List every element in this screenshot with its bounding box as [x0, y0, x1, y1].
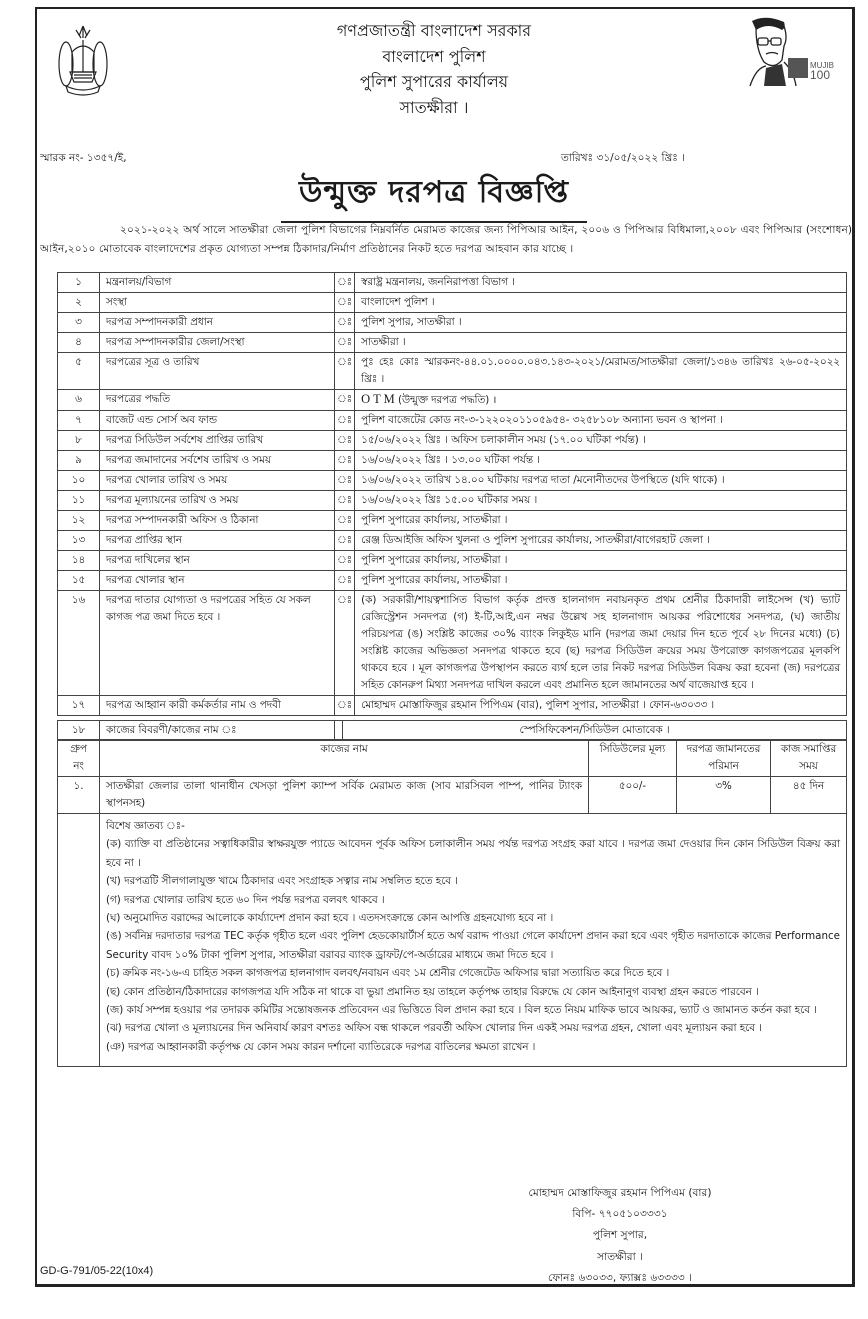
row-colon: ঃ	[335, 531, 355, 551]
info-row	[58, 551, 847, 571]
row-value: বাংলাদেশ পুলিশ ।	[355, 293, 847, 313]
header-group-no: গ্রুপ নং	[58, 740, 100, 777]
row-colon: ঃ	[335, 471, 355, 491]
row-value: ১৬/০৬/২০২২ খ্রিঃ । ১৩.০০ ঘটিকা পর্যন্ত ।	[355, 451, 847, 471]
info-row	[58, 591, 847, 696]
info-row	[58, 313, 847, 333]
notes-list	[106, 835, 840, 1056]
info-row	[58, 451, 847, 471]
row-number: ৩	[58, 313, 100, 333]
row-number: ১৪	[58, 551, 100, 571]
row-number: ১৫	[58, 571, 100, 591]
government-name: গণপ্রজাতন্ত্রী বাংলাদেশ সরকার	[336, 21, 532, 40]
row-label: দরপত্র প্রাপ্তির স্থান	[100, 531, 335, 551]
document-code: GD-G-791/05-22(10x4)	[40, 1265, 154, 1277]
work-table	[57, 720, 847, 741]
department-name: বাংলাদেশ পুলিশ	[382, 46, 486, 66]
signatory-contact: ফোনঃ ৬৩০৩৩, ফ্যাক্সঃ ৬৩৩৩৩ ।	[548, 1271, 692, 1284]
header-schedule-price: সিডিউলের মূল্য	[589, 740, 677, 777]
row-colon: ঃ	[335, 273, 355, 293]
row-value: পুঃ হেঃ কোঃ স্মারকনং-৪৪.০১.০০০০.০৪৩.১৪৩-২০২১/মেরামত/সাতক্ষীরা জেলা/১৩৪৬ তারিখঃ ২৬-০৫-২০২২ খ্রিঃ ।	[355, 353, 847, 390]
info-row	[58, 571, 847, 591]
header-work-name: কাজের নাম	[100, 740, 589, 777]
row-value	[355, 390, 847, 411]
signature-block	[470, 1183, 770, 1289]
row-colon: ঃ	[335, 411, 355, 431]
row-label: দরপত্রের পদ্ধতি	[100, 390, 335, 411]
row-number: ১৭	[58, 696, 100, 716]
row-colon: ঃ	[335, 571, 355, 591]
note-item: (খ) দরপত্রটি সীলগালাযুক্ত খামে ঠিকাদার এবং সংগ্রাহক সত্বার নাম সম্বলিত হতে হবে ।	[106, 875, 458, 888]
row-value: ১৬/০৬/২০২২ তারিখ ১৪.০০ ঘটিকায় দরপত্র দাতা /মনোনীতদের উপস্থিতে (যদি থাকে) ।	[355, 471, 847, 491]
row-colon: ঃ	[335, 511, 355, 531]
row-colon: ঃ	[335, 591, 355, 696]
notes-row	[58, 814, 847, 1067]
tender-info-table	[57, 272, 847, 716]
row-number: ১২	[58, 511, 100, 531]
note-item: (ক) ব্যাক্তি বা প্রতিষ্ঠানের সত্বাধিকারীর স্বাক্ষরযুক্ত প্যাডে আবেদন পূর্বক অফিস চলাকালীন সময় পর্যন্ত দরপত্র সংগ্রহ করা যাবে । দরপত্র জমা দেওয়ার দিন কোন সিডিউল বিক্রয় করা হবে না ।	[106, 838, 840, 869]
row-value: সাতক্ষীরা ।	[355, 333, 847, 353]
row-colon: ঃ	[335, 551, 355, 571]
info-row	[58, 531, 847, 551]
row-number: ১৩	[58, 531, 100, 551]
row-value: পুলিশ সুপারের কার্যালয়, সাতক্ষীরা ।	[355, 511, 847, 531]
row-colon: ঃ	[335, 390, 355, 411]
row-value: পুলিশ বাজেটের কোড নং-৩-১২২০২০১১০৫৯৫৪- ৩২৫৮১০৮ অন্যান্য ভবন ও স্থাপনা ।	[355, 411, 847, 431]
header-completion-time: কাজ সমাপ্তির সময়	[771, 740, 847, 777]
memo-number: স্মারক নং- ১৩৫৭/ই,	[40, 152, 127, 164]
work-row	[58, 777, 847, 814]
row-number: ২	[58, 293, 100, 313]
row-number: ১৮	[58, 721, 100, 741]
row-label: মন্ত্রনালয়/বিভাগ	[100, 273, 335, 293]
row-number: ৭	[58, 411, 100, 431]
row-label: দরপত্র খোলার তারিখ ও সময়	[100, 471, 335, 491]
signatory-location: সাতক্ষীরা ।	[597, 1250, 643, 1263]
work-header-row	[58, 740, 847, 777]
note-item: (ছ) কোন প্রতিষ্ঠান/ঠিকাদারের কাগজপত্র যদি সঠিক না থাকে বা ভুয়া প্রমানিত হয় তাহলে কর্তৃপক্ষ তাহার বিরুদ্ধে যে কোন আইনানুগ ব্যবস্থা গ্রহন করতে পারবেন ।	[106, 985, 759, 998]
info-row	[58, 491, 847, 511]
note-item: (ঞ) দরপত্র আহ্বানকারী কর্তৃপক্ষ যে কোন সময় কারন দর্শানো ব্যাতিরেকে দরপত্র বাতিলের ক্ষমতা রাখেন ।	[106, 1040, 536, 1053]
info-row	[58, 431, 847, 451]
note-item: (জ) কার্য সম্পন্ন হওয়ার পর তদারক কমিটির সন্তোষজনক প্রতিবেদন এর ভিত্তিতে বিল প্রদান করা হবে । বিল হতে নিয়ম মাফিক ভাবে আয়কর, ভ্যাট ও জামানত কর্তন করা হবে ।	[106, 1004, 817, 1017]
info-row	[58, 353, 847, 390]
row-value: মোহাম্মদ মোস্তাফিজুর রহমান পিপিএম (বার), পুলিশ সুপার, সাতক্ষীরা । ফোন-৬৩০৩৩ ।	[355, 696, 847, 716]
row-colon: ঃ	[335, 353, 355, 390]
info-row	[58, 471, 847, 491]
note-item: (চ) ক্রমিক নং-১৬-এ চাহিত সকল কাগজপত্র হালনাগাদ বলবৎ/নবায়ন এবং ১ম শ্রেনীর গেজেটেড অফিসার দ্বারা সত্যায়িত করে দিতে হবে ।	[106, 967, 670, 980]
row-number: ৬	[58, 390, 100, 411]
work-completion-time: ৪৫ দিন	[771, 777, 847, 814]
row-colon: ঃ	[335, 293, 355, 313]
work-schedule-price: ৫০০/-	[589, 777, 677, 814]
row-number: ৮	[58, 431, 100, 451]
letterhead	[0, 18, 868, 120]
note-item: (গ) দরপত্র খোলার তারিখ হতে ৬০ দিন পর্যন্ত দরপত্র বলবৎ থাকবে ।	[106, 893, 385, 906]
work-items-table	[57, 739, 847, 1067]
row-value: পুলিশ সুপারের কার্যালয়, সাতক্ষীরা ।	[355, 551, 847, 571]
row-number: ৯	[58, 451, 100, 471]
row-colon: ঃ	[335, 491, 355, 511]
row-label: বাজেট এন্ড সোর্স অব ফান্ড	[100, 411, 335, 431]
info-row	[58, 273, 847, 293]
row-label: দরপত্র খোলার স্থান	[100, 571, 335, 591]
row-value: স্পেসিফিকেশন/সিডিউল মোতাবেক ।	[343, 721, 847, 741]
work-security-amount: ৩%	[677, 777, 771, 814]
note-item: (ঙ) সর্বনিম্ন দরদাতার দরপত্র TEC কর্তৃক গৃহীত হলে এবং পুলিশ হেডকোয়ার্টার্স হতে অর্থ বরাদ্দ পাওয়া গেলে কার্যাদেশ প্রদান করা হবে এবং গৃহীত দরদাতাকে কাজের Performance Security বাবদ ১০% টাকা পুলিশ সুপার, সাতক্ষীরা বরাবর ব্যাংক ড্রাফট/পে-অর্ডারের মাধ্যমে জমা দিতে হবে ।	[106, 930, 840, 961]
info-row	[58, 411, 847, 431]
row-label: সংস্থা	[100, 293, 335, 313]
notice-title-wrapper	[0, 168, 868, 223]
info-row	[58, 696, 847, 716]
row-colon: ঃ	[335, 333, 355, 353]
row-value: পুলিশ সুপার, সাতক্ষীরা ।	[355, 313, 847, 333]
svg-text:100: 100	[810, 68, 831, 82]
row-label: দরপত্র সম্পাদনকারী অফিস ও ঠিকানা	[100, 511, 335, 531]
note-item: (ঝ) দরপত্র খোলা ও মূল্যায়নের দিন অনিবার্য কারণ বশতঃ অফিস বন্ধ থাকলে পরবর্তী অফিস খোলার দিন একই সময় দরপত্র গ্রহন, খোলা এবং মূল্যায়ন করা হবে ।	[106, 1022, 762, 1035]
notice-date: তারিখঃ ৩১/০৫/২০২২ খ্রিঃ ।	[560, 152, 685, 164]
row-number: ১০	[58, 471, 100, 491]
row-value: (ক) সরকারী/শায়ত্বশাসিত বিভাগ কর্তৃক প্রদত্ত হালনাগদ নবায়নকৃত প্রথম শ্রেনীর ঠিকাদারী লাইসেন্স (খ) ভ্যাট রেজিস্ট্রেশন সনদপত্র (গ) ই-টি,আই,এন নম্বর উল্লেখ সহ হালনাগাদ আয়কর পরিশোধের সনদপত্র, (ঘ) জাতীয় পরিচয়পত্র (ঙ) সংশ্লিষ্ট কাজের ৩০% ব্যাংক লিকুইড মানি (দরপত্র জমা দেয়ার দিন হতে পূর্বে ২৮ দিনের মধ্যে) (চ) সংশ্লিষ্ট কাজের অভিজ্ঞতা সনদপত্র থাকতে হবে (ছ) দরপত্র সিডিউল ক্রয়ের সময় উপরোক্ত কাগজপত্রের মূলকপি থাকবে হবে । মূল কাগজপত্র উপস্থাপন করতে ব্যর্থ হলে তার নিকট দরপত্র সিডিউল বিক্রয় করা হবেনা (জ) দরপত্রের সহিত কোনরুপ মিথ্যা সনদপত্র দাখিল করলে এবং প্রমানিত হলে জামানতের অর্থ বাজেয়াপ্ত হবে ।	[355, 591, 847, 696]
row-label: দরপত্র সিডিউল সর্বশেষ প্রাপ্তির তারিখ	[100, 431, 335, 451]
row-18	[58, 721, 847, 741]
info-row	[58, 390, 847, 411]
notes-heading: বিশেষ জ্ঞাতব্য ঃ-	[106, 820, 185, 832]
header-security-amount: দরপত্র জামানতের পরিমান	[677, 740, 771, 777]
svg-text:MUJIB: MUJIB	[810, 61, 834, 70]
method-description: (উন্মুক্ত দরপত্র পদ্ধতি) ।	[398, 394, 497, 406]
row-value: পুলিশ সুপারের কার্যালয়, সাতক্ষীরা ।	[355, 571, 847, 591]
office-location: সাতক্ষীরা ।	[399, 97, 469, 117]
row-label: কাজের বিবরণী/কাজের নাম ঃ	[100, 721, 335, 741]
row-value: ১৬/০৬/২০২২ খ্রিঃ ১৫.০০ ঘটিকার সময় ।	[355, 491, 847, 511]
row-number: ১	[58, 273, 100, 293]
signatory-bp-number: বিপি- ৭৭০৫১০৩৩৩১	[572, 1208, 668, 1221]
row-number: ১৬	[58, 591, 100, 696]
intro-paragraph: ২০২১-২০২২ অর্থ সালে সাতক্ষীরা জেলা পুলিশ বিভাগের নিম্নবর্নিত মেরামত কাজের জন্য পিপিআর আইন, ২০০৬ ও পিপিআর বিধিমালা,২০০৮ এবং পিপিআর (সংশোধন) আইন,২০১০ মোতাবেক বাংলাদেশের প্রকৃত যোগ্যতা সম্পন্ন ঠিকাদার/নির্মাণ প্রতিষ্ঠানের নিকট হতে দরপত্র আহবান কার যাচ্ছে ।	[40, 223, 852, 255]
signatory-designation: পুলিশ সুপার,	[592, 1229, 648, 1242]
row-number: ৫	[58, 353, 100, 390]
row-colon: ঃ	[335, 696, 355, 716]
row-colon: ঃ	[335, 451, 355, 471]
row-colon: ঃ	[335, 313, 355, 333]
row-label: দরপত্র দাতার যোগ্যতা ও দরপত্রের সহিত যে সকল কাগজ পত্র জমা দিতে হবে ।	[100, 591, 335, 696]
work-name: সাতক্ষীরা জেলার তালা থানাধীন খেসড়া পুলিশ ক্যাম্প সর্বিক মেরামত কাজ (সাব মারসিবল পাম্প, পানির ট্যাংক স্থাপনসহ)	[100, 777, 589, 814]
notice-title: উন্মুক্ত দরপত্র বিজ্ঞপ্তি	[281, 168, 587, 223]
info-row	[58, 511, 847, 531]
row-colon-spacer	[335, 721, 343, 741]
row-label: দরপত্রের সূত্র ও তারিখ	[100, 353, 335, 390]
row-label: দরপত্র মূল্যায়নের তারিখ ও সময়	[100, 491, 335, 511]
office-name: পুলিশ সুপারের কার্যালয়	[359, 72, 509, 91]
info-row	[58, 293, 847, 313]
row-label: দরপত্র সম্পাদনকারী প্রধান	[100, 313, 335, 333]
info-row	[58, 333, 847, 353]
row-value: স্বরাষ্ট্র মন্ত্রনালয়, জননিরাপত্তা বিভাগ ।	[355, 273, 847, 293]
note-item: (ঘ) অনুমোদিত বরাদ্দের আলোকে কার্য্যাদেশ প্রদান করা হবে । এতদসংক্রান্তে কোন আপত্তি গ্রহনযোগ্য হবে না ।	[106, 912, 554, 925]
row-label: দরপত্র সম্পাদনকারীর জেলা/সংস্থা	[100, 333, 335, 353]
row-label: দরপত্র আহ্বান কারী কর্মকর্তার নাম ও পদবী	[100, 696, 335, 716]
row-label: দরপত্র জমাদানের সর্বশেষ তারিখ ও সময়	[100, 451, 335, 471]
method-code: O T M	[361, 392, 395, 406]
row-colon: ঃ	[335, 431, 355, 451]
row-number: ১১	[58, 491, 100, 511]
row-number: ৪	[58, 333, 100, 353]
signatory-name: মোহাম্মদ মোস্তাফিজুর রহমান পিপিএম (বার)	[528, 1187, 712, 1199]
row-value: রেঞ্জ ডিআইজি অফিস খুলনা ও পুলিশ সুপারের কার্যালয়, সাতক্ষীরা/বাগেরহাট জেলা ।	[355, 531, 847, 551]
row-value: ১৫/০৬/২০২২ খ্রিঃ । অফিস চলাকালীন সময় (১৭.০০ ঘটিকা পর্যন্ত) ।	[355, 431, 847, 451]
work-group-no: ১.	[58, 777, 100, 814]
row-label: দরপত্র দাখিলের স্থান	[100, 551, 335, 571]
special-notes	[100, 814, 847, 1067]
notes-empty-cell	[58, 814, 100, 1067]
